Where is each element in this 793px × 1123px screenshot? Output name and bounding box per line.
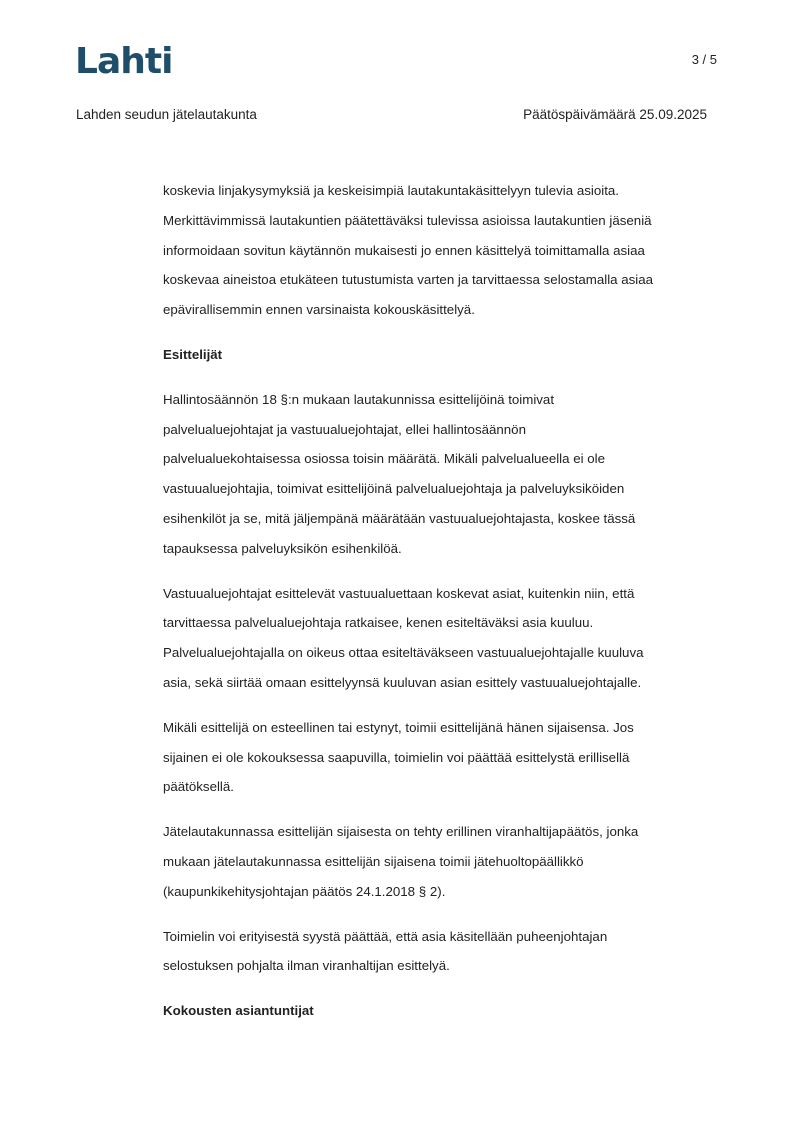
paragraph-4: Mikäli esittelijä on esteellinen tai estynyt, toimii esittelijänä hänen sijaisensa. Jos sijainen ei ole kokouksessa saapuvilla, toimielin voi päättää esittelystä erillisellä päätöksellä. <box>163 719 634 795</box>
paragraph-2: Hallintosäännön 18 §:n mukaan lautakunnissa esittelijöinä toimivat palvelualuejohtajat ja vastuualuejohtajat, ellei hallintosäännön palvelualuekohtaisessa osiossa toisin määrätä. Mikäli palvelualueella ei ole vastuualuejohtajia, toimivat esittelijöinä palvelualuejohtaja ja palveluyksiköiden esihenkilöt ja se, mitä jäljempänä määrätään vastuualuejohtajasta, koskee tässä tapauksessa palveluyksikön esihenkilöä. <box>163 391 636 556</box>
document-body <box>163 176 723 1041</box>
paragraph-1: koskevia linjakysymyksiä ja keskeisimpiä lautakuntakäsittelyyn tulevia asioita. Merkittävimmissä lautakuntien päätettäväksi tulevissa asioissa lautakuntien jäseniä informoidaan sovitun käytännön mukaisesti jo ennen käsittelyä toimittamalla asiaa koskevaa aineistoa etukäteen tutustumista varten ja tarvittaessa selostamalla asiaa epävirallisemmin ennen varsinaista kokouskäsittelyä. <box>163 183 654 318</box>
paragraph-6: Toimielin voi erityisestä syystä päättää, että asia käsitellään puheenjohtajan selostuksen pohjalta ilman viranhaltijan esittelyä. <box>163 928 608 974</box>
paragraph-3: Vastuualuejohtajat esittelevät vastuualuettaan koskevat asiat, kuitenkin niin, että tarvittaessa palvelualuejohtaja ratkaisee, kenen esiteltäväksi asia kuuluu. Palvelualuejohtajalla on oikeus ottaa esiteltäväkseen vastuualuejohtajalle kuuluva asia, sekä siirtää omaan esittelyynsä kuuluvan asian esittely vastuualuejohtajalle. <box>163 585 644 690</box>
paragraph-5: Jätelautakunnassa esittelijän sijaisesta on tehty erillinen viranhaltijapäätös, jonka mukaan jätelautakunnassa esittelijän sijaisena toimii jätehuoltopäällikkö (kaupunkikehitysjohtajan päätös 24.1.2018 § 2). <box>163 824 639 899</box>
decision-date: Päätöspäivämäärä 25.09.2025 <box>523 107 707 122</box>
page-number: 3 / 5 <box>691 52 717 67</box>
organization-name: Lahden seudun jätelautakunta <box>76 107 257 122</box>
section-heading-esittelijat: Esittelijät <box>163 346 223 362</box>
section-heading-kokousten-asiantuntijat: Kokousten asiantuntijat <box>163 1003 314 1019</box>
lahti-logo: Lahti <box>75 41 173 82</box>
